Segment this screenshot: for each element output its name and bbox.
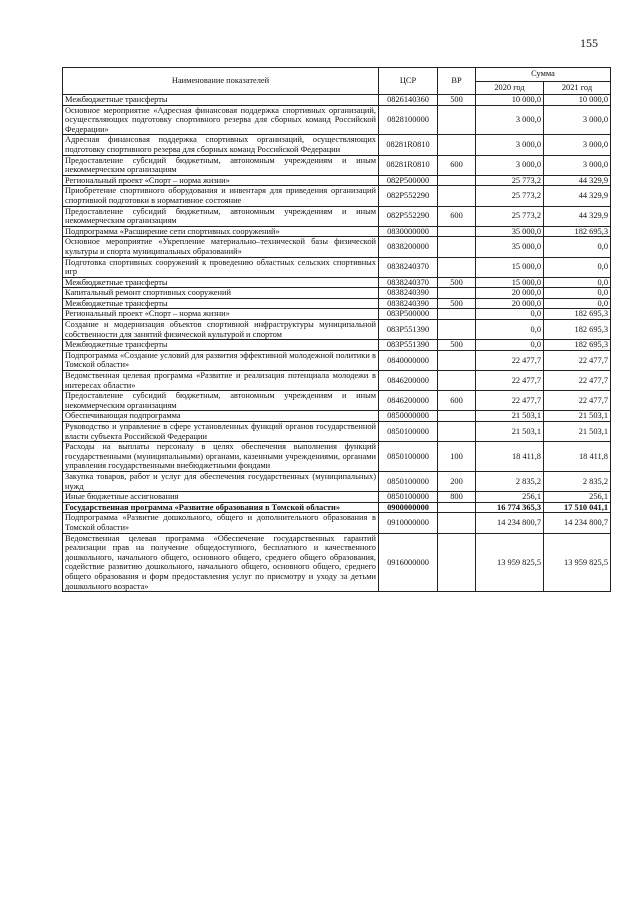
row-sum-2020: 15 000,0	[476, 277, 544, 288]
row-sum-2021: 3 000,0	[544, 155, 611, 175]
row-vr: 800	[438, 492, 476, 503]
row-name: Подпрограмма «Создание условий для развития эффективной молодежной политики в Томской области»	[63, 350, 379, 370]
row-csr: 0850100000	[379, 422, 438, 442]
row-csr: 0846200000	[379, 391, 438, 411]
row-sum-2020: 22 477,7	[476, 350, 544, 370]
row-sum-2020: 22 477,7	[476, 391, 544, 411]
table-row	[63, 502, 611, 513]
row-sum-2021: 256,1	[544, 492, 611, 503]
page-number: 155	[580, 36, 598, 50]
table-row	[63, 340, 611, 351]
row-name: Иные бюджетные ассигнования	[63, 492, 379, 503]
row-name: Обеспечивающая подпрограмма	[63, 411, 379, 422]
row-name: Приобретение спортивного оборудования и инвентаря для приведения организаций спортивной подготовки в нормативное состояние	[63, 186, 379, 206]
row-sum-2020: 14 234 800,7	[476, 513, 544, 533]
row-sum-2021: 3 000,0	[544, 105, 611, 135]
row-sum-2021: 0,0	[544, 288, 611, 299]
row-name: Межбюджетные трансферты	[63, 298, 379, 309]
table-row	[63, 288, 611, 299]
table-row	[63, 298, 611, 309]
row-csr: 0840000000	[379, 350, 438, 370]
row-sum-2020: 16 774 365,3	[476, 502, 544, 513]
row-name: Региональный проект «Спорт – норма жизни»	[63, 175, 379, 186]
row-sum-2020: 10 000,0	[476, 95, 544, 106]
row-csr: 083P500000	[379, 309, 438, 320]
header-vr: ВР	[438, 68, 476, 95]
row-csr: 082P552290	[379, 186, 438, 206]
row-vr	[438, 533, 476, 592]
row-name: Подготовка спортивных сооружений к проведению областных сельских спортивных игр	[63, 257, 379, 277]
row-sum-2021: 0,0	[544, 237, 611, 257]
row-vr	[438, 226, 476, 237]
row-sum-2021: 182 695,3	[544, 340, 611, 351]
table-row	[63, 309, 611, 320]
row-vr	[438, 513, 476, 533]
row-name: Подпрограмма «Расширение сети спортивных сооружений»	[63, 226, 379, 237]
table-row	[63, 186, 611, 206]
row-sum-2021: 0,0	[544, 277, 611, 288]
row-csr: 083P551390	[379, 320, 438, 340]
row-csr: 0838200000	[379, 237, 438, 257]
row-sum-2021: 182 695,3	[544, 320, 611, 340]
row-sum-2020: 0,0	[476, 340, 544, 351]
table-row	[63, 155, 611, 175]
row-sum-2020: 35 000,0	[476, 237, 544, 257]
row-name: Закупка товаров, работ и услуг для обеспечения государственных (муниципальных) нужд	[63, 471, 379, 491]
table-row	[63, 277, 611, 288]
table-row	[63, 206, 611, 226]
row-sum-2021: 10 000,0	[544, 95, 611, 106]
row-vr	[438, 371, 476, 391]
row-csr: 0910000000	[379, 513, 438, 533]
row-vr	[438, 186, 476, 206]
row-vr	[438, 350, 476, 370]
row-name: Региональный проект «Спорт – норма жизни»	[63, 309, 379, 320]
table-row	[63, 371, 611, 391]
row-name: Предоставление субсидий бюджетным, автономным учреждениям и иным некоммерческим организациям	[63, 155, 379, 175]
row-sum-2020: 35 000,0	[476, 226, 544, 237]
row-sum-2020: 2 835,2	[476, 471, 544, 491]
row-sum-2020: 3 000,0	[476, 135, 544, 155]
row-vr: 500	[438, 95, 476, 106]
table-row	[63, 442, 611, 472]
row-sum-2020: 13 959 825,5	[476, 533, 544, 592]
row-name: Расходы на выплаты персоналу в целях обеспечения выполнения функций государственными (муниципальными) органами, казенными учреждениями, органами управления государственными внебюджетными фондами	[63, 442, 379, 472]
row-sum-2020: 0,0	[476, 320, 544, 340]
table-row	[63, 350, 611, 370]
table-row	[63, 422, 611, 442]
table-row	[63, 391, 611, 411]
row-csr: 0900000000	[379, 502, 438, 513]
row-name: Ведомственная целевая программа «Развитие и реализация потенциала молодежи в интересах области»	[63, 371, 379, 391]
row-csr: 08281R0810	[379, 135, 438, 155]
row-vr: 600	[438, 155, 476, 175]
row-sum-2021: 0,0	[544, 257, 611, 277]
row-sum-2021: 21 503,1	[544, 411, 611, 422]
row-sum-2020: 15 000,0	[476, 257, 544, 277]
row-csr: 0850100000	[379, 492, 438, 503]
row-name: Создание и модернизация объектов спортивной инфраструктуры муниципальной собственности для занятий физической культурой и спортом	[63, 320, 379, 340]
table-body	[63, 95, 611, 592]
row-sum-2020: 25 773,2	[476, 186, 544, 206]
row-vr: 200	[438, 471, 476, 491]
header-sum: Сумма	[476, 68, 611, 82]
row-sum-2020: 256,1	[476, 492, 544, 503]
row-sum-2021: 44 329,9	[544, 175, 611, 186]
row-sum-2020: 22 477,7	[476, 371, 544, 391]
row-name: Межбюджетные трансферты	[63, 340, 379, 351]
row-csr: 0850100000	[379, 442, 438, 472]
row-name: Предоставление субсидий бюджетным, автономным учреждениям и иным некоммерческим организациям	[63, 206, 379, 226]
row-vr: 500	[438, 277, 476, 288]
row-sum-2020: 3 000,0	[476, 155, 544, 175]
table-row	[63, 257, 611, 277]
row-sum-2021: 3 000,0	[544, 135, 611, 155]
row-name: Подпрограмма «Развитие дошкольного, общего и дополнительного образования в Томской области»	[63, 513, 379, 533]
row-sum-2020: 25 773,2	[476, 175, 544, 186]
row-vr: 500	[438, 298, 476, 309]
row-name: Предоставление субсидий бюджетным, автономным учреждениям и иным некоммерческим организациям	[63, 391, 379, 411]
row-vr: 100	[438, 442, 476, 472]
row-name: Основное мероприятие «Адресная финансовая поддержка спортивных организаций, осуществляющих подготовку спортивного резерва для сборных команд Российской Федерации»	[63, 105, 379, 135]
row-csr: 0826140360	[379, 95, 438, 106]
row-sum-2020: 18 411,8	[476, 442, 544, 472]
row-sum-2021: 44 329,9	[544, 206, 611, 226]
row-sum-2021: 0,0	[544, 298, 611, 309]
header-name: Наименование показателей	[63, 68, 379, 95]
table-row	[63, 95, 611, 106]
row-sum-2020: 21 503,1	[476, 411, 544, 422]
row-vr	[438, 309, 476, 320]
row-sum-2021: 18 411,8	[544, 442, 611, 472]
row-vr: 500	[438, 340, 476, 351]
row-sum-2021: 182 695,3	[544, 309, 611, 320]
row-sum-2020: 25 773,2	[476, 206, 544, 226]
row-csr: 082P500000	[379, 175, 438, 186]
row-csr: 0838240390	[379, 298, 438, 309]
table-row	[63, 135, 611, 155]
row-name: Ведомственная целевая программа «Обеспечение государственных гарантий реализации прав на получение общедоступного, бесплатного и качественного дошкольного, начального общего, основного общего, среднего общего образования, содействие развитию дошкольного, начального общего, основного общего, среднего общего образования и форм предоставления услуг по присмотру и уходу за детьми дошкольного возраста»	[63, 533, 379, 592]
row-csr: 0838240370	[379, 257, 438, 277]
table-row	[63, 513, 611, 533]
row-csr: 0828100000	[379, 105, 438, 135]
row-sum-2020: 21 503,1	[476, 422, 544, 442]
table-row	[63, 411, 611, 422]
row-sum-2021: 22 477,7	[544, 371, 611, 391]
row-name: Государственная программа «Развитие образования в Томской области»	[63, 502, 379, 513]
row-csr: 08281R0810	[379, 155, 438, 175]
row-vr: 600	[438, 206, 476, 226]
row-name: Капитальный ремонт спортивных сооружений	[63, 288, 379, 299]
row-name: Основное мероприятие «Укрепление материально–технической базы физической культуры и спорта муниципальных образований»	[63, 237, 379, 257]
row-csr: 083P551390	[379, 340, 438, 351]
table-row	[63, 175, 611, 186]
row-sum-2020: 0,0	[476, 309, 544, 320]
row-vr	[438, 422, 476, 442]
row-sum-2020: 20 000,0	[476, 288, 544, 299]
row-vr	[438, 502, 476, 513]
row-name: Межбюджетные трансферты	[63, 277, 379, 288]
row-name: Адресная финансовая поддержка спортивных организаций, осуществляющих подготовку спортивного резерва для сборных команд Российской Федерации	[63, 135, 379, 155]
row-csr: 0838240370	[379, 277, 438, 288]
row-vr	[438, 237, 476, 257]
row-csr: 0838240390	[379, 288, 438, 299]
row-csr: 082P552290	[379, 206, 438, 226]
row-sum-2021: 17 510 041,1	[544, 502, 611, 513]
row-sum-2020: 20 000,0	[476, 298, 544, 309]
header-csr: ЦСР	[379, 68, 438, 95]
row-csr: 0916000000	[379, 533, 438, 592]
row-vr	[438, 411, 476, 422]
row-vr: 600	[438, 391, 476, 411]
row-sum-2021: 13 959 825,5	[544, 533, 611, 592]
row-csr: 0846200000	[379, 371, 438, 391]
row-sum-2021: 14 234 800,7	[544, 513, 611, 533]
row-sum-2021: 22 477,7	[544, 391, 611, 411]
row-vr	[438, 320, 476, 340]
table-row	[63, 533, 611, 592]
row-sum-2021: 22 477,7	[544, 350, 611, 370]
row-sum-2021: 182 695,3	[544, 226, 611, 237]
table-row	[63, 320, 611, 340]
row-csr: 0850100000	[379, 471, 438, 491]
row-sum-2021: 44 329,9	[544, 186, 611, 206]
table-row	[63, 492, 611, 503]
header-year-2021: 2021 год	[544, 81, 611, 95]
row-csr: 0850000000	[379, 411, 438, 422]
header-year-2020: 2020 год	[476, 81, 544, 95]
row-sum-2021: 21 503,1	[544, 422, 611, 442]
row-name: Руководство и управление в сфере установленных функций органов государственной власти субъекта Российской Федерации	[63, 422, 379, 442]
table-row	[63, 471, 611, 491]
row-vr	[438, 288, 476, 299]
table-row	[63, 105, 611, 135]
row-vr	[438, 175, 476, 186]
row-csr: 0830000000	[379, 226, 438, 237]
budget-table	[62, 67, 611, 592]
row-sum-2021: 2 835,2	[544, 471, 611, 491]
row-name: Межбюджетные трансферты	[63, 95, 379, 106]
row-sum-2020: 3 000,0	[476, 105, 544, 135]
row-vr	[438, 257, 476, 277]
row-vr	[438, 105, 476, 135]
table-row	[63, 237, 611, 257]
row-vr	[438, 135, 476, 155]
table-row	[63, 226, 611, 237]
